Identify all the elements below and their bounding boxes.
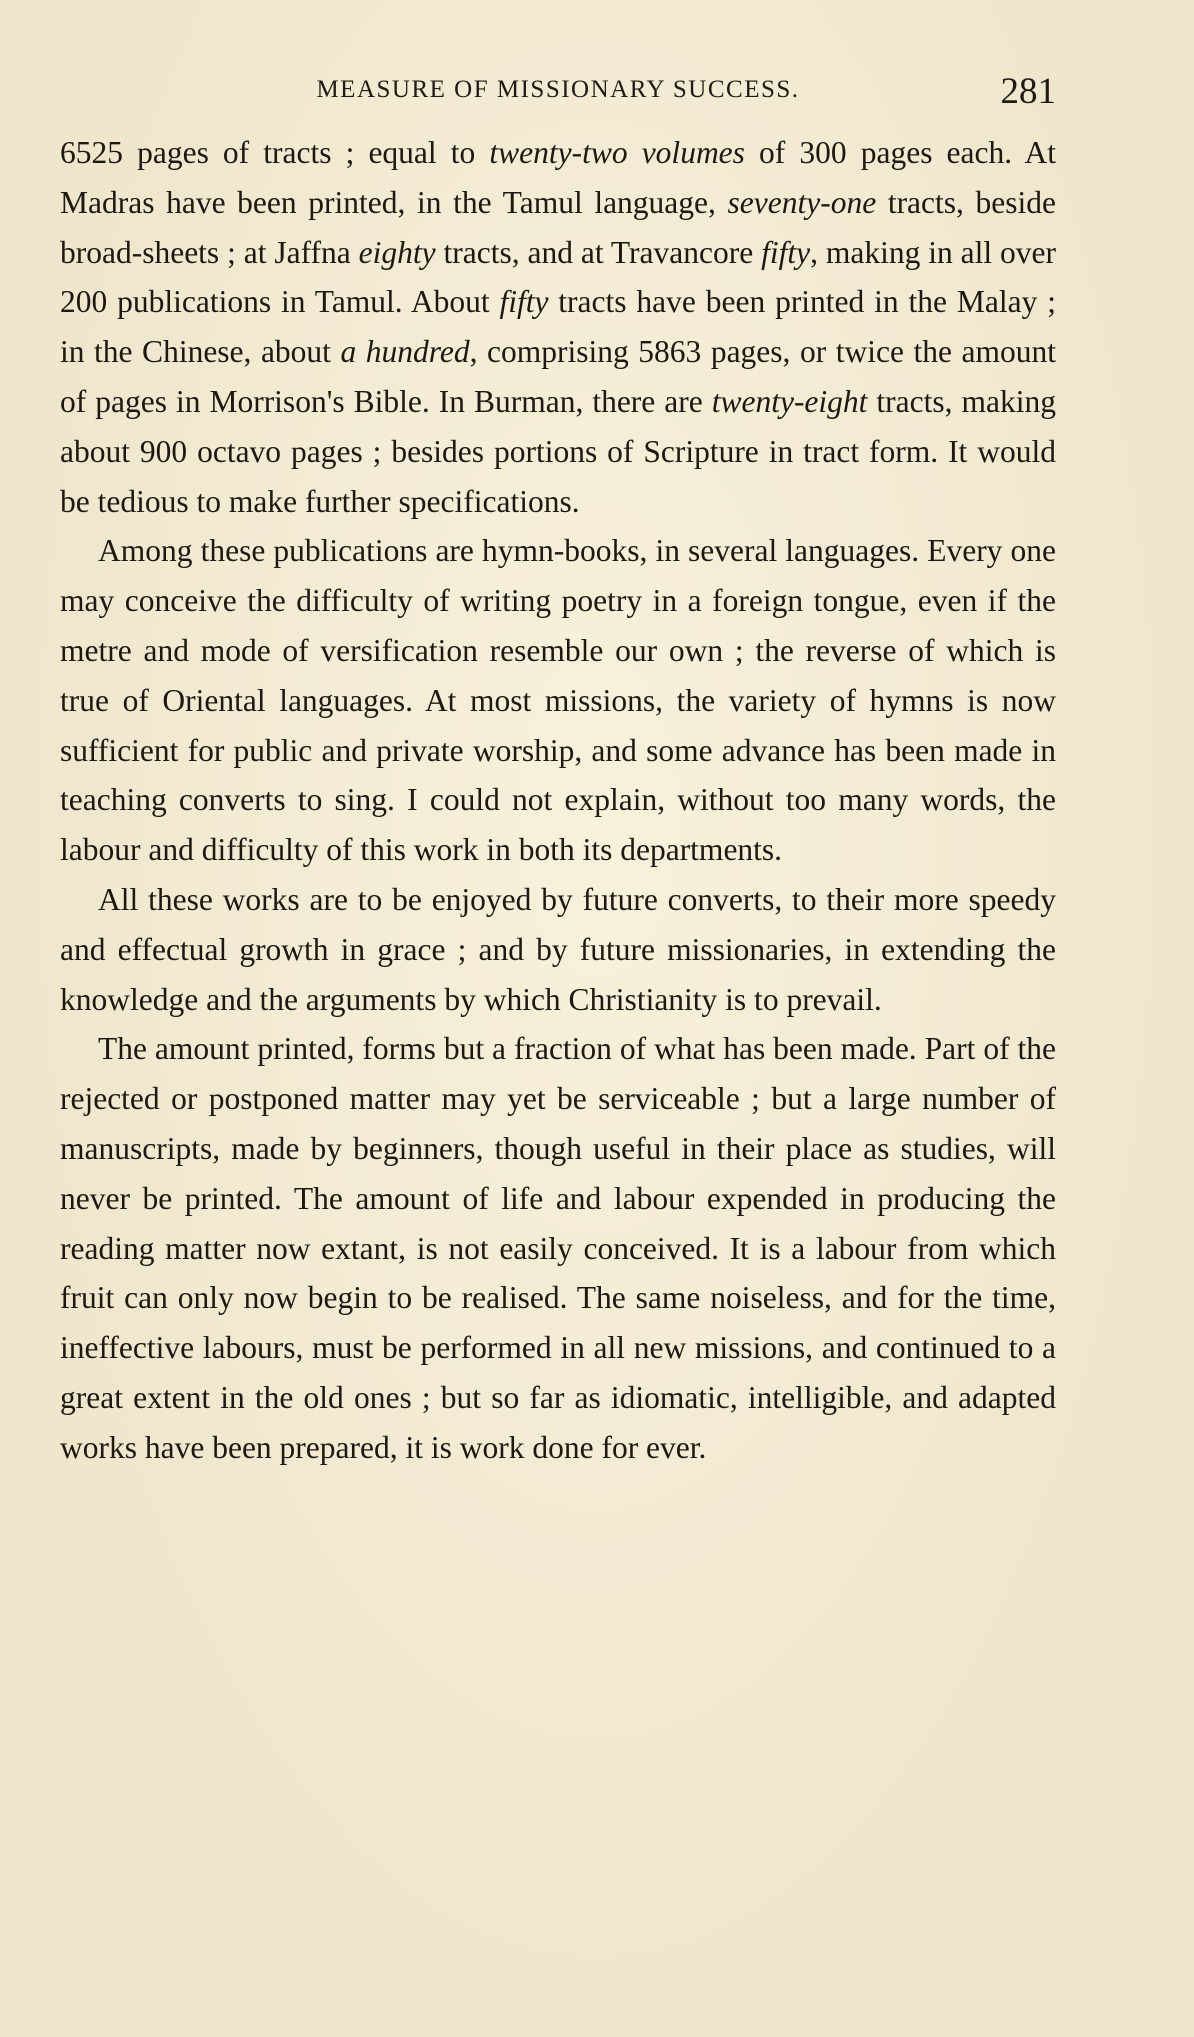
text-run: , making in all over 200 publications in Tamul. About xyxy=(60,234,1056,320)
italic-text: fifty xyxy=(761,234,811,270)
text-run: tracts, beside broad-sheets ; at Jaffna xyxy=(60,184,1057,270)
italic-text: eighty xyxy=(358,234,436,270)
italic-text: twenty-two volumes xyxy=(489,135,745,170)
text-run: 6525 pages of tracts ; equal to xyxy=(60,135,490,170)
paragraph xyxy=(60,128,1056,526)
page-number: 281 xyxy=(1000,71,1056,112)
running-head: MEASURE OF MISSIONARY SUCCESS. xyxy=(316,76,800,103)
text-run: , comprising 5863 pages, or twice the amount of pages in Morrison's Bible. In Burman, there are xyxy=(60,334,1056,419)
text-run: Among these publications are hymn-books, in several languages. Every one may conceive the difficulty of writing poetry in a foreign tongue, even if the metre and mode of versification resemble our own ; the reverse of which is true of Oriental languages. At most missions, the variety of hymns is now sufficient for public and private worship, and some advance has been made in teaching converts to sing. I could not explain, without too many words, the labour and difficulty of this work in both its departments. xyxy=(60,533,1056,868)
page-header xyxy=(60,70,1056,114)
text-run: tracts, and at Travancore xyxy=(435,234,762,270)
text-run: All these works are to be enjoyed by future converts, to their more speedy and effectual growth in grace ; and by future missionaries, in extending the knowledge and the arguments by which Christianity is to prevail. xyxy=(60,881,1056,1017)
paragraph xyxy=(60,875,1056,1024)
paragraph xyxy=(60,526,1056,875)
text-run: The amount printed, forms but a fraction of what has been made. Part of the rejected or postponed matter may yet be serviceable ; but a large number of manuscripts, made by beginners, though useful in their place as studies, will never be printed. The amount of life and labour expended in producing the reading matter now extant, is not easily conceived. It is a labour from which fruit can only now begin to be realised. The same noiseless, and for the time, ineffective labours, must be performed in all new missions, and continued to a great extent in the old ones ; but so far as idiomatic, intelligible, and adapted works have been prepared, it is work done for ever. xyxy=(60,1031,1056,1465)
italic-text: fifty xyxy=(499,284,549,320)
text-run: tracts have been printed in the Malay ; in the Chinese, about xyxy=(60,284,1056,370)
text-run: tracts, making about 900 octavo pages ; besides portions of Scripture in tract form. It would be tedious to make further specifications. xyxy=(60,383,1056,519)
italic-text: seventy-one xyxy=(727,184,877,220)
italic-text: a hundred xyxy=(340,334,470,370)
body-text xyxy=(60,128,1056,1473)
paragraph xyxy=(60,1024,1056,1472)
italic-text: twenty-eight xyxy=(711,383,868,419)
text-run: of 300 pages each. At Madras have been printed, in the Tamul language, xyxy=(60,135,1056,220)
